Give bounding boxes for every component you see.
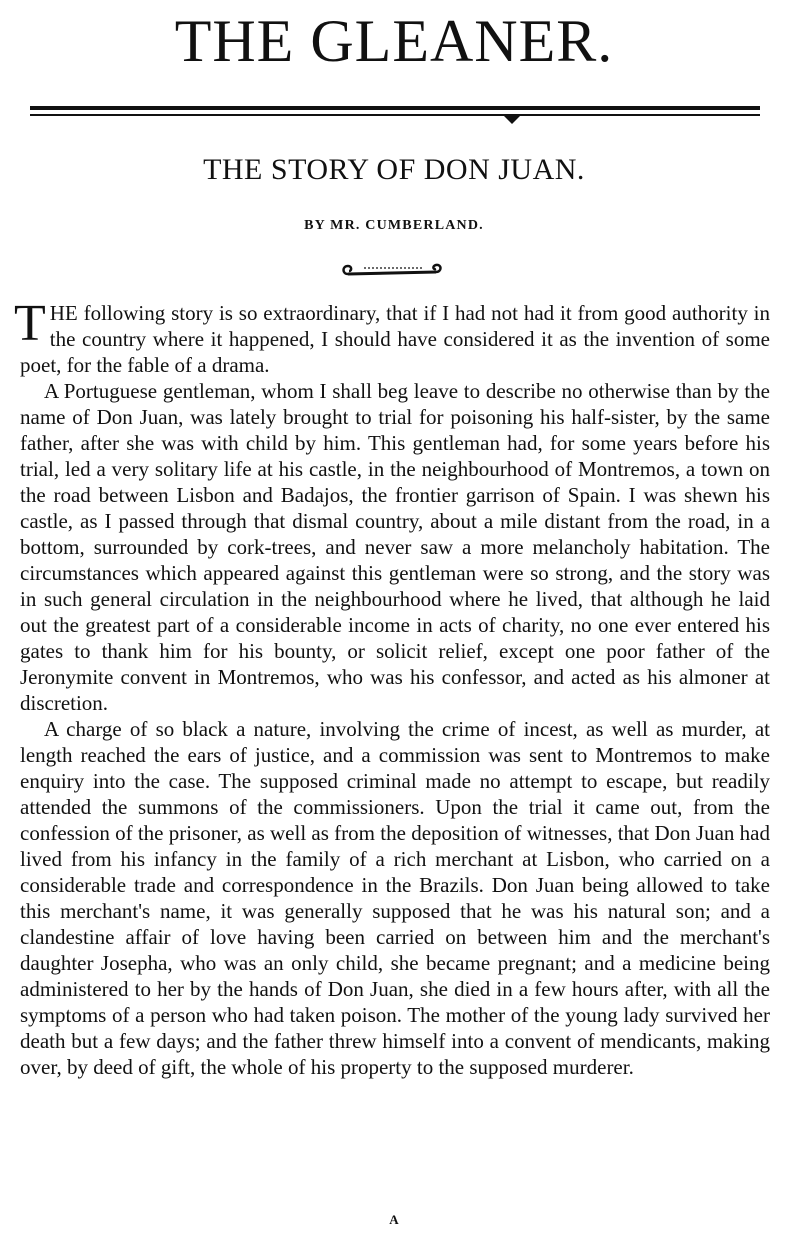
ornament-divider — [340, 260, 444, 282]
byline: BY MR. CUMBERLAND. — [304, 218, 484, 233]
story-body — [14, 295, 770, 1080]
signature-mark: A — [389, 1212, 399, 1227]
paragraph-1 — [14, 295, 770, 378]
story-title: THE STORY OF DON JUAN. — [203, 153, 585, 186]
drop-cap: T — [14, 295, 46, 352]
paragraph-1-text: HE following story is so extraordinary, that if I had not had it from good authority in the country where it happened, I should have considered it as the invention of some poet, for the fable of a drama. — [20, 301, 770, 377]
paragraph-3: A charge of so black a nature, involving the crime of incest, as well as murder, at length reached the ears of justice, and a commission was sent to Montremos to make enquiry into the case. The supposed criminal made no attempt to escape, but readily attended the summons of the commissioners. Upon the trial it came out, from the confession of the prisoner, as well as from the deposition of witnesses, that Don Juan had lived from his infancy in the family of a rich merchant at Lisbon, who carried on a considerable trade and correspondence in the Brazils. Don Juan being allowed to take this merchant's name, it was generally supposed that he was his natural son; and a clandestine affair of love having been carried on between him and the merchant's daughter Josepha, who was an only child, she became pregnant; and a medicine being administered to her by the hands of Don Juan, she died in a few hours after, with all the symptoms of a person who had taken poison. The mother of the young lady survived her death but a few days; and the father threw himself into a convent of mendicants, making over, by deed of gift, the whole of his property to the supposed murderer. — [20, 717, 770, 1079]
paragraph-2: A Portuguese gentleman, whom I shall beg leave to describe no otherwise than by the name of Don Juan, was lately brought to trial for poisoning his half-sister, by the same father, after she was with child by him. This gentleman had, for some years before his trial, led a very solitary life at his castle, in the neighbourhood of Montremos, a town on the road between Lisbon and Badajos, the frontier garrison of Spain. I was shewn his castle, as I passed through that dismal country, about a mile distant from the road, in a bottom, surrounded by cork-trees, and never saw a more melancholy habitation. The circumstances which appeared against this gentleman were so strong, and the story was in such general circulation in the neighbourhood where he lived, that although he laid out the greatest part of a considerable income in acts of charity, no one ever entered his gates to thank him for his bounty, or solicit relief, except one poor father of the Jeronymite convent in Montremos, who was his confessor, and acted as his almoner at discretion. — [20, 379, 770, 715]
masthead-double-rule — [30, 104, 760, 128]
masthead-title: THE GLEANER. — [174, 8, 614, 74]
